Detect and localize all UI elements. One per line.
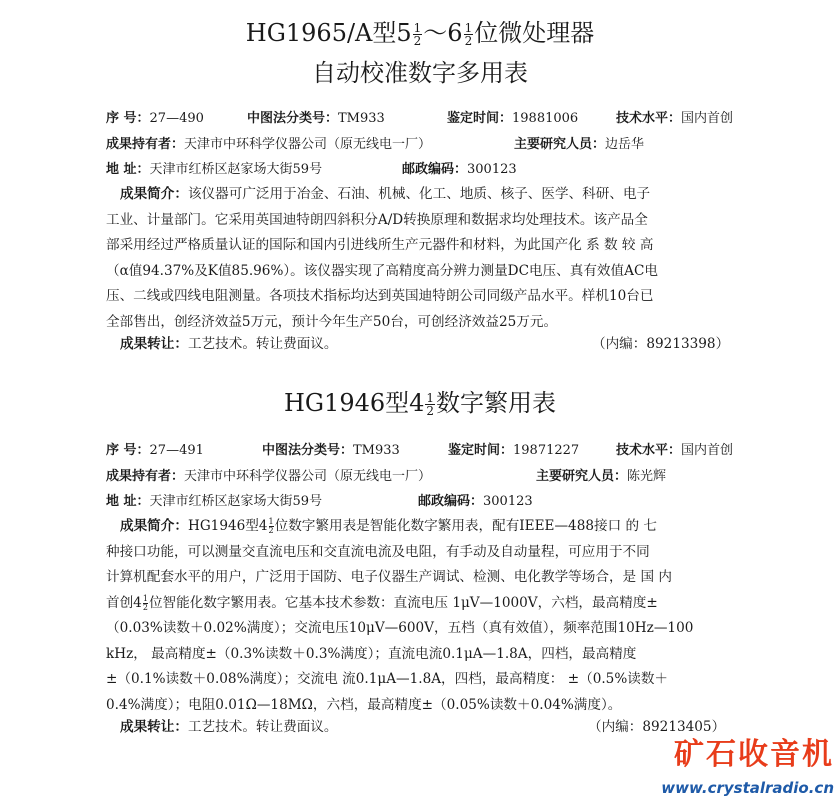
entry2-summary-text: 首创4 xyxy=(106,594,142,611)
entry1-title-fraction-2: $\frac{1}{2}$ xyxy=(464,21,473,48)
entry1-title-range: ～6 xyxy=(423,19,463,47)
entry1-class: 中图法分类号：TM933 xyxy=(247,111,385,126)
entry2-internal-code: （内编：89213405） xyxy=(588,719,726,735)
entry1-summary-label: 成果简介： xyxy=(120,186,188,202)
entry2-summary-line: ±（0.1%读数＋0.08%满度）；交流电 流0.1μA—1.8A，四档，最高精度： ±（0.5%读数＋ xyxy=(106,671,669,687)
entry2-summary-label: 成果简介： xyxy=(120,518,188,534)
entry2-address: 地 址：天津市红桥区赵家场大街59号 xyxy=(106,494,323,509)
entry1-summary-line: 工业、计量部门。它采用英国迪特朗四斜积分A/D转换原理和数据求均处理技术。该产品全 xyxy=(106,211,648,228)
entry2-holder: 成果持有者：天津市中环科学仪器公司（原无线电一厂） xyxy=(106,469,432,484)
entry2-summary-text: HG1946型4 xyxy=(187,518,268,534)
entry1-date: 鉴定时间：19881006 xyxy=(447,111,579,126)
entry1-summary-line: （α值94.37%及K值85.96%）。该仪器实现了高精度高分辨力测量DC电压、真有效值AC电 xyxy=(106,262,658,279)
entry1-level: 技术水平：国内首创 xyxy=(616,111,734,126)
entry2-summary-line: kHz， 最高精度±（0.3%读数＋0.3%满度）；直流电流0.1μA—1.8A，四档，最高精度 xyxy=(106,645,637,662)
entry1-address: 地 址：天津市红桥区赵家场大街59号 xyxy=(106,162,323,177)
entry1-title-model: HG1965/A型5 xyxy=(245,19,412,47)
entry1-researcher: 主要研究人员：边岳华 xyxy=(514,137,645,152)
entry1-title-suffix: 位微处理器 xyxy=(474,19,595,47)
entry2-class: 中图法分类号：TM933 xyxy=(262,443,400,458)
entry1-summary-line: 部采用经过严格质量认证的国际和国内引进线所生产元器件和材料，为此国产化 系 数 较 高 xyxy=(106,237,654,253)
entry1-serial: 序 号：27—490 xyxy=(106,111,204,126)
entry2-summary-line: 计算机配套水平的用户，广泛用于国防、电子仪器生产调试、检测、电化教学等场合，是 国 内 xyxy=(106,569,672,585)
watermark-logo: 矿石收音机 xyxy=(674,737,834,772)
entry1-summary-line: 全部售出，创经济效益5万元，预计今年生产50台，可创经济效益25万元。 xyxy=(106,313,558,330)
entry2-summary-fraction: $\frac{1}{2}$ xyxy=(268,517,274,535)
entry2-summary-line: 0.4%满度）；电阻0.01Ω—18MΩ，六档，最高精度±（0.05%读数＋0.04%满度）。 xyxy=(106,696,622,713)
entry1-holder: 成果持有者：天津市中环科学仪器公司（原无线电一厂） xyxy=(106,137,432,152)
entry1-postcode: 邮政编码：300123 xyxy=(402,162,517,177)
entry2-title-fraction: $\frac{1}{2}$ xyxy=(426,391,435,418)
entry1-title-line1 xyxy=(0,18,840,48)
entry2-researcher: 主要研究人员：陈光辉 xyxy=(536,469,667,484)
entry2-summary-fraction: $\frac{1}{2}$ xyxy=(142,593,148,612)
entry2-title xyxy=(0,388,840,418)
entry2-summary xyxy=(106,514,766,718)
entry1-summary-line: 压、二线或四线电阻测量。各项技术指标均达到英国迪特朗公司同级产品水平。样机10台已 xyxy=(106,288,654,304)
entry2-title-suffix: 数字繁用表 xyxy=(436,389,557,417)
entry1-summary xyxy=(106,182,766,335)
entry2-summary-line: 种接口功能，可以测量交直流电压和交直流电流及电阻，有手动及自动量程，可应用于不同 xyxy=(106,543,650,560)
entry2-summary-text: 位数字繁用表是智能化数字繁用表，配有IEEE—488接口 的 七 xyxy=(274,518,658,534)
entry1-title-fraction-1: $\frac{1}{2}$ xyxy=(413,21,422,48)
entry2-summary-line: （0.03%读数＋0.02%满度）；交流电压10μV—600V，五档（真有效值），频率范围10Hz—100 xyxy=(106,620,694,636)
watermark-url: www.crystalradio.cn xyxy=(661,779,834,797)
entry1-title-line2: 自动校准数字多用表 xyxy=(312,59,528,87)
entry2-transfer: 成果转让：工艺技术。转让费面议。 xyxy=(120,719,338,735)
entry1-internal-code: （内编：89213398） xyxy=(592,336,730,352)
entry2-title-model: HG1946型4 xyxy=(283,389,425,417)
entry1-summary-line: 该仪器可广泛用于冶金、石油、机械、化工、地质、核子、医学、科研、电子 xyxy=(187,186,651,202)
entry2-postcode: 邮政编码：300123 xyxy=(418,494,533,509)
entry2-level: 技术水平：国内首创 xyxy=(616,443,734,458)
entry2-summary-text: 位智能化数字繁用表。它基本技术参数：直流电压 1μV—1000V，六档，最高精度± xyxy=(148,594,658,611)
entry2-serial: 序 号：27—491 xyxy=(106,443,204,458)
entry2-date: 鉴定时间：19871227 xyxy=(448,443,580,458)
entry1-transfer: 成果转让：工艺技术。转让费面议。 xyxy=(120,336,338,352)
